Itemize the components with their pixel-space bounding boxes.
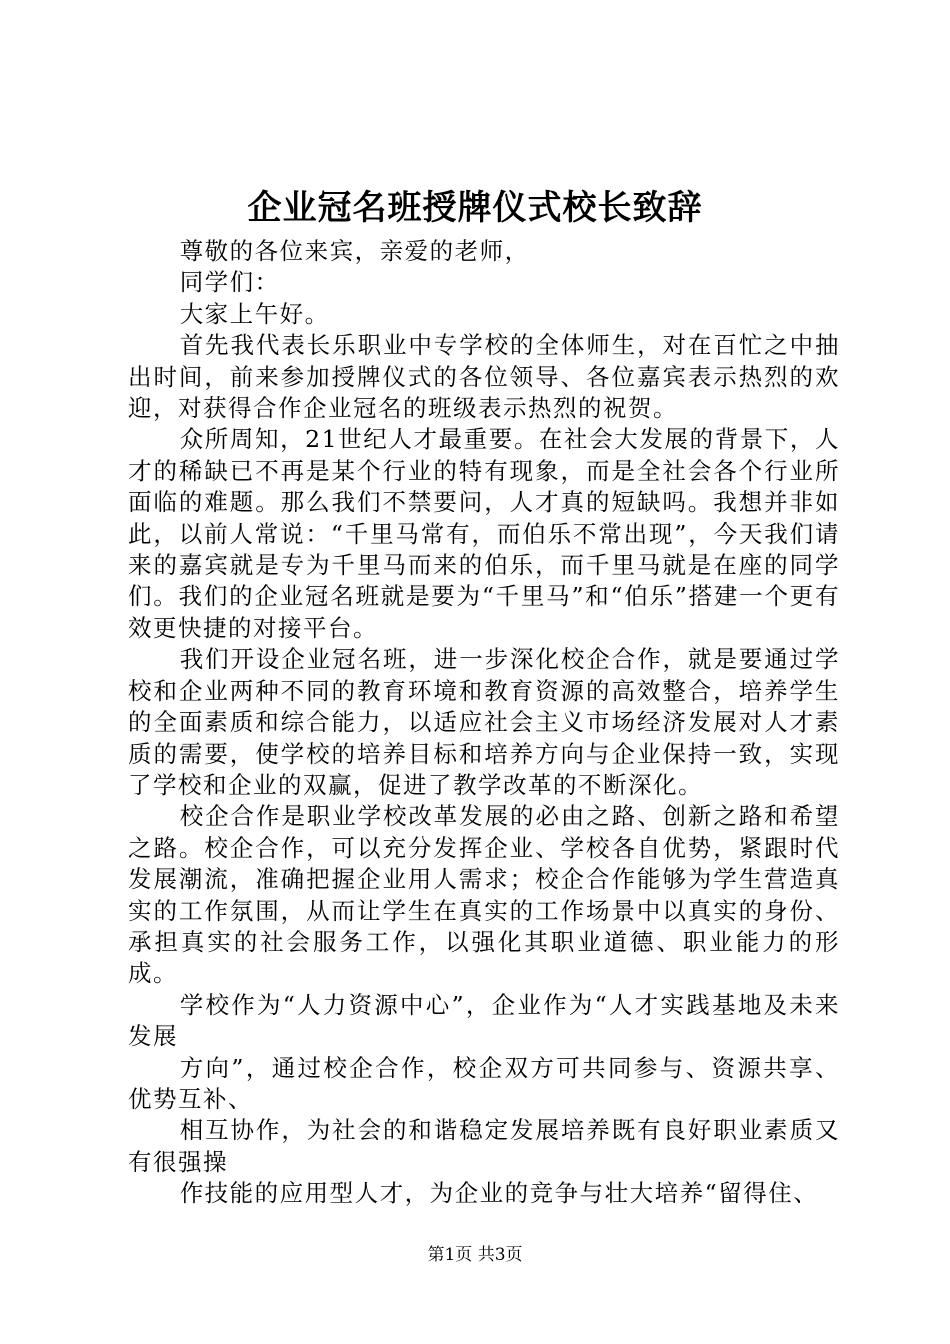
- paragraph-welcome: 首先我代表长乐职业中专学校的全体师生，对在百忙之中抽出时间，前来参加授牌仪式的各位领导、各位嘉宾表示热烈的欢迎，对获得合作企业冠名的班级表示热烈的祝贺。: [128, 331, 840, 423]
- paragraph-fragment-4: 作技能的应用型人才，为企业的竞争与壮大培养“留得住、: [179, 1179, 819, 1208]
- greeting-line: 大家上午好。: [179, 299, 330, 328]
- salutation-line-1: 尊敬的各位来宾，亲爱的老师，: [179, 237, 530, 265]
- salutation-line-2: 同学们：: [179, 268, 280, 297]
- paragraph-fragment-3: 相互协作，为社会的和谐稳定发展培养既有良好职业素质又有很强操: [128, 1116, 840, 1176]
- page-number-footer: 第1页 共3页: [427, 1245, 523, 1265]
- document-title: 企业冠名班授牌仪式校长致辞: [247, 188, 703, 228]
- paragraph-fragment-1: 学校作为“人力资源中心”，企业作为“人才实践基地及未来发展: [128, 990, 840, 1051]
- paragraph-naming-class: 我们开设企业冠名班，进一步深化校企合作，就是要通过学校和企业两种不同的教育环境和教育资源的高效整合，培养学生的全面素质和综合能力，以适应社会主义市场经济发展对人才素质的需要，使学校的培养目标和培养方向与企业保持一致，实现了学校和企业的双赢，促进了教学改革的不断深化。: [128, 645, 840, 799]
- document-body: [128, 236, 840, 1210]
- paragraph-fragment-2: 方向”，通过校企合作，校企双方可共同参与、资源共享、优势互补、: [128, 1053, 840, 1113]
- paragraph-talent: 众所周知，21世纪人才最重要。在社会大发展的背景下，人才的稀缺已不再是某个行业的特有现象，而是全社会各个行业所面临的难题。那么我们不禁要问，人才真的短缺吗。我想并非如此，以前人常说：“千里马常有，而伯乐不常出现”，今天我们请来的嘉宾就是专为千里马而来的伯乐，而千里马就是在座的同学们。我们的企业冠名班就是要为“千里马”和“伯乐”搭建一个更有效更快捷的对接平台。: [128, 425, 840, 642]
- paragraph-cooperation: 校企合作是职业学校改革发展的必由之路、创新之路和希望之路。校企合作，可以充分发挥企业、学校各自优势，紧跟时代发展潮流，准确把握企业用人需求；校企合作能够为学生营造真实的工作氛围，从而让学生在真实的工作场景中以真实的身份、承担真实的社会服务工作，以强化其职业道德、职业能力的形成。: [128, 802, 840, 988]
